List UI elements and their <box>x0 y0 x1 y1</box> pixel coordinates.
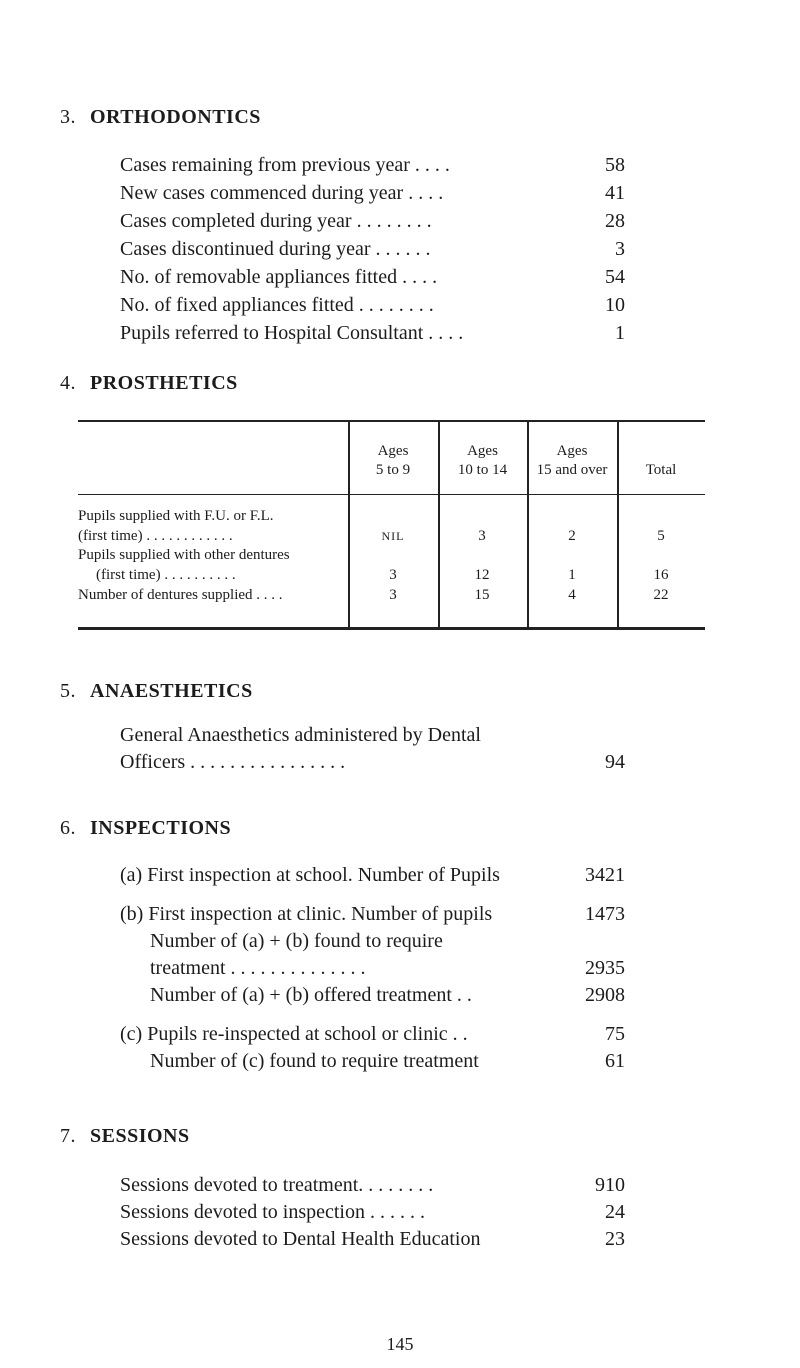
cell-value: 1 <box>568 567 576 583</box>
row-value: 41 <box>605 182 625 204</box>
row-label: Sessions devoted to Dental Health Education <box>120 1228 481 1250</box>
row-label: Cases completed during year . . . . . . . . <box>120 210 432 232</box>
column-header-line: Total <box>645 462 677 478</box>
section-heading-anaesthetics <box>60 680 253 703</box>
cell-value: 15 <box>474 587 490 603</box>
inspection-label: treatment . . . . . . . . . . . . . . <box>150 957 366 979</box>
inspection-value: 2908 <box>585 984 625 1006</box>
row-label: Number of dentures supplied . . . . <box>78 587 283 603</box>
row-label: Sessions devoted to treatment. . . . . . . . <box>120 1174 434 1196</box>
anaesthetics-value: 94 <box>605 751 625 773</box>
table-column-divider <box>617 420 619 630</box>
inspection-value: 75 <box>605 1023 625 1045</box>
column-header-ages-5-9 <box>348 442 438 480</box>
cell-value: 5 <box>657 528 665 544</box>
inspection-value: 1473 <box>585 903 625 925</box>
section-heading-inspections <box>60 817 231 840</box>
section-title: INSPECTIONS <box>90 817 232 839</box>
inspection-value: 61 <box>605 1050 625 1072</box>
row-value: 1 <box>615 322 625 344</box>
row-value: 3 <box>615 238 625 260</box>
column-header-total <box>617 461 705 480</box>
row-value: 58 <box>605 154 625 176</box>
section-number: 6. <box>60 817 76 839</box>
orthodontics-row <box>120 264 625 290</box>
inspection-label: Number of (a) + (b) offered treatment . . <box>150 984 472 1006</box>
sessions-row <box>120 1172 625 1198</box>
table-top-rule <box>78 420 705 422</box>
column-header-line: Ages <box>556 443 588 459</box>
section-heading-prosthetics <box>60 372 238 395</box>
cell-value: NIL <box>381 529 405 543</box>
row-value: 10 <box>605 294 625 316</box>
anaesthetics-line: Officers . . . . . . . . . . . . . . . . <box>120 751 346 773</box>
column-header-line: 5 to 9 <box>375 462 411 478</box>
cell-value: 3 <box>478 528 486 544</box>
sessions-row <box>120 1199 625 1225</box>
cell-value: 22 <box>653 587 669 603</box>
section-title: ORTHODONTICS <box>90 106 261 128</box>
row-label: No. of fixed appliances fitted . . . . . . . . <box>120 294 434 316</box>
row-value: 24 <box>605 1201 625 1223</box>
inspection-label: (b) First inspection at clinic. Number of pupils <box>120 903 493 925</box>
prosthetics-table <box>78 420 705 630</box>
section-title: PROSTHETICS <box>90 372 238 394</box>
row-value: 910 <box>595 1174 625 1196</box>
inspection-value: 3421 <box>585 864 625 886</box>
orthodontics-row <box>120 208 625 234</box>
section-number: 3. <box>60 106 76 128</box>
row-label: Cases remaining from previous year . . . . <box>120 154 450 176</box>
section-title: SESSIONS <box>90 1125 190 1147</box>
orthodontics-row <box>120 152 625 178</box>
row-label: Pupils supplied with F.U. or F.L. <box>78 508 274 524</box>
section-number: 4. <box>60 372 76 394</box>
row-label: (first time) . . . . . . . . . . . . <box>78 528 233 544</box>
column-header-line: Ages <box>377 443 409 459</box>
inspection-label: Number of (c) found to require treatment <box>150 1050 479 1072</box>
cell-value: 12 <box>474 567 490 583</box>
cell-value: 16 <box>653 567 669 583</box>
column-header-line: 10 to 14 <box>457 462 508 478</box>
inspection-label: (a) First inspection at school. Number of Pupils <box>120 864 500 886</box>
cell-value: 3 <box>389 587 397 603</box>
row-label: Pupils supplied with other dentures <box>78 547 290 563</box>
column-header-line: Ages <box>467 443 498 459</box>
cell-value: 2 <box>568 528 576 544</box>
sessions-row <box>120 1226 625 1252</box>
orthodontics-row <box>120 320 625 346</box>
section-heading-orthodontics <box>60 106 261 129</box>
orthodontics-row <box>120 292 625 318</box>
row-label: Sessions devoted to inspection . . . . . . <box>120 1201 425 1223</box>
cell-value: 3 <box>389 567 397 583</box>
inspection-label: Number of (a) + (b) found to require <box>150 930 443 952</box>
section-title: ANAESTHETICS <box>90 680 253 702</box>
row-label: Cases discontinued during year . . . . . . <box>120 238 431 260</box>
row-value: 54 <box>605 266 625 288</box>
column-header-ages-10-14 <box>438 442 527 480</box>
table-header-rule <box>78 494 705 495</box>
row-label: Pupils referred to Hospital Consultant . . . . <box>120 322 464 344</box>
inspection-label: (c) Pupils re-inspected at school or clinic . . <box>120 1023 468 1045</box>
anaesthetics-line: General Anaesthetics administered by Dental <box>120 724 481 746</box>
table-bottom-rule <box>78 627 705 630</box>
row-label: (first time) . . . . . . . . . . <box>96 567 236 583</box>
column-header-line: 15 and over <box>536 462 608 478</box>
section-number: 7. <box>60 1125 76 1147</box>
section-heading-sessions <box>60 1125 190 1148</box>
inspection-value: 2935 <box>585 957 625 979</box>
row-label: New cases commenced during year . . . . <box>120 182 444 204</box>
page-number: 145 <box>386 1334 414 1354</box>
row-label: No. of removable appliances fitted . . . . <box>120 266 438 288</box>
row-value: 28 <box>605 210 625 232</box>
cell-value: 4 <box>568 587 576 603</box>
section-number: 5. <box>60 680 76 702</box>
row-value: 23 <box>605 1228 625 1250</box>
orthodontics-row <box>120 180 625 206</box>
orthodontics-row <box>120 236 625 262</box>
column-header-ages-15-over <box>527 442 617 480</box>
